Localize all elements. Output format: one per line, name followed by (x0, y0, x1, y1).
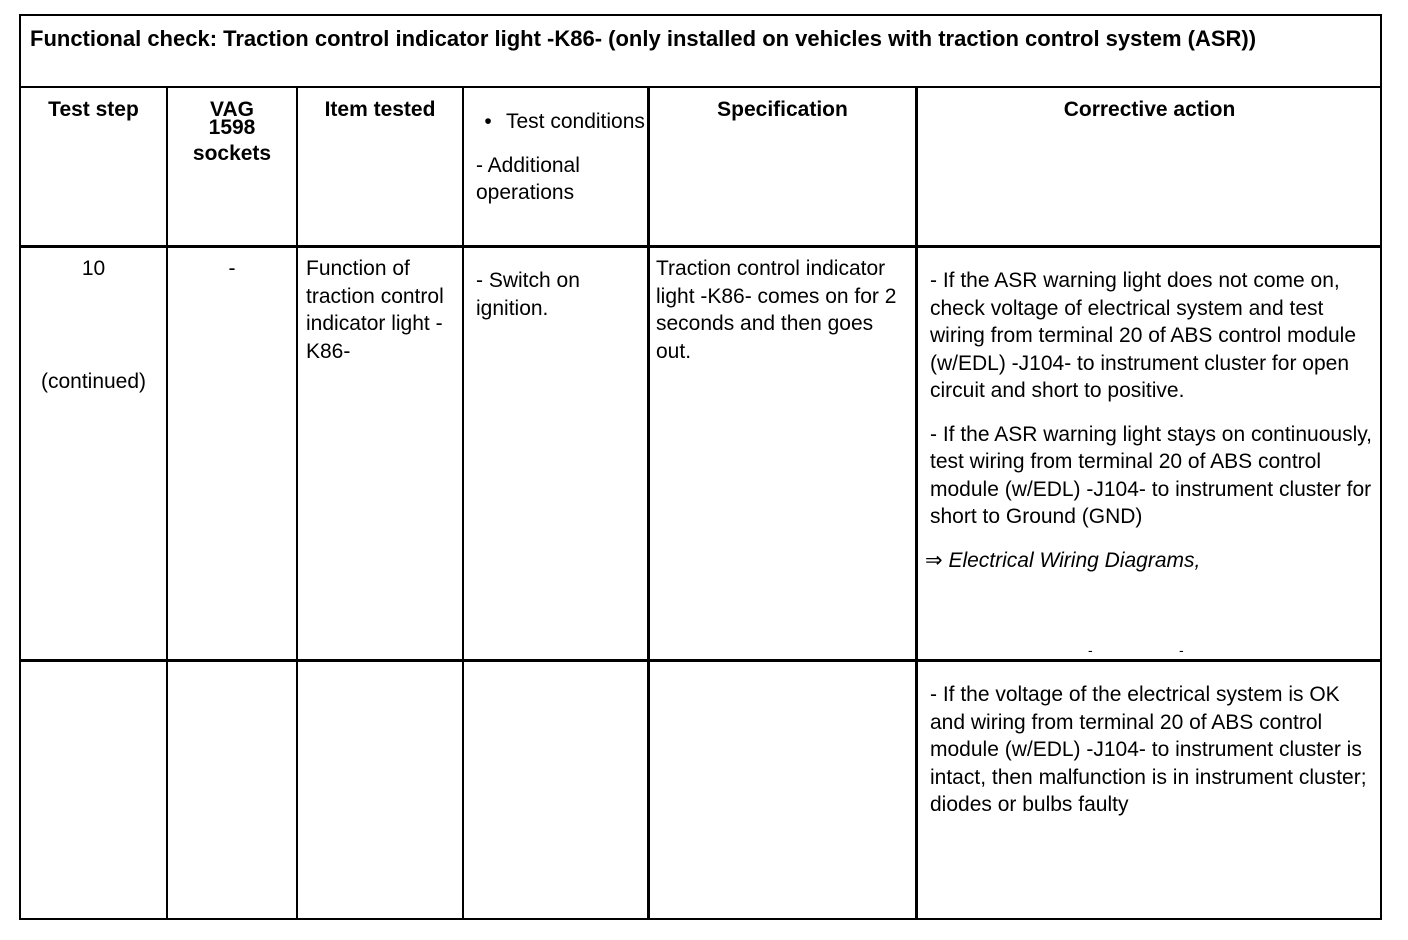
row2-corrective-action: - If the voltage of the electrical system is OK and wiring from terminal 20 of ABS control module (w/EDL) -J104- to instrument cluster is intact, then malfunction is in instrument cluster; diodes or bulbs faulty (930, 683, 1367, 816)
header-vag-line: sockets (192, 142, 272, 165)
row-divider (21, 245, 1380, 248)
test-conditions-bullet (476, 108, 646, 136)
row1-specification: Traction control indicator light -K86- comes on for 2 seconds and then goes out. (656, 257, 897, 363)
column-divider (166, 88, 168, 918)
wiring-diagrams-link[interactable]: Electrical Wiring Diagrams, (948, 548, 1201, 572)
header-specification: Specification (717, 98, 848, 121)
row1-item-tested: Function of traction control indicator light -K86- (306, 257, 444, 363)
corrective-action-paragraph: - If the ASR warning light does not come on, check voltage of electrical system and test wiring from terminal 20 of ABS control module (w/EDL) -J104- to instrument cluster for open circuit and short to positive. (930, 269, 1357, 402)
bullet-icon: • (484, 110, 492, 133)
test-step-number: 10 (81, 257, 106, 280)
row1-corrective-action (925, 267, 1376, 574)
table-title: Functional check: Traction control indicator light -K86- (only installed on vehicles with traction control system (ASR)) (21, 16, 1380, 88)
header-vag-line: 1598 (208, 116, 256, 139)
header-vag-line: VAG (210, 98, 254, 121)
column-divider (296, 88, 298, 918)
row1-conditions: - Switch on ignition. (476, 269, 580, 320)
column-divider (462, 88, 464, 918)
header-item-tested: Item tested (324, 98, 436, 121)
header-corrective-action: Corrective action (1063, 98, 1236, 121)
header-vag-sockets (168, 96, 296, 167)
column-divider (915, 88, 918, 918)
row1-test-step (21, 255, 166, 395)
arrow-right-icon: ⇒ (925, 548, 943, 572)
row1-vag-sockets: - (228, 257, 236, 280)
corrective-action-paragraph: - If the ASR warning light stays on continuously, test wiring from terminal 20 of ABS control module (w/EDL) -J104- to instrument cluster for short to Ground (GND) (930, 422, 1373, 528)
row-divider (21, 659, 1380, 662)
dash-mark: - (1179, 642, 1184, 658)
dash-mark: - (1088, 642, 1093, 658)
column-divider (647, 88, 650, 918)
wiring-diagrams-reference (925, 547, 1376, 575)
test-step-continued: (continued) (40, 369, 147, 393)
header-test-step: Test step (48, 98, 139, 121)
header-additional-operations: - Additional operations (476, 153, 580, 204)
functional-check-table (19, 14, 1382, 920)
header-test-conditions: Test conditions (506, 110, 645, 133)
header-conditions (476, 108, 646, 207)
